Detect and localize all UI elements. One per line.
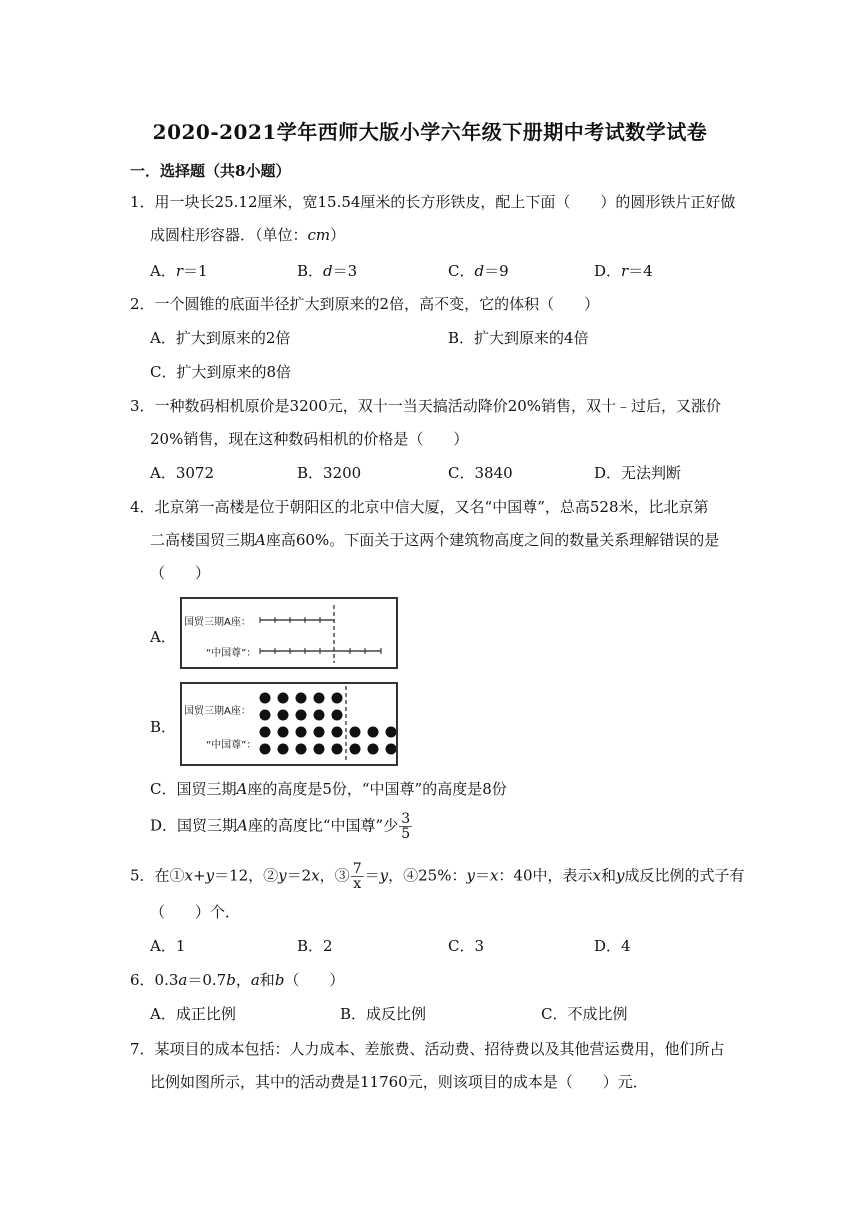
question-3-option-d: D．无法判断 — [594, 464, 682, 482]
question-3-option-b: B．3200 — [297, 464, 362, 482]
question-7-line-2: 比例如图所示，其中的活动费是11760元，则该项目的成本是（ ）元． — [150, 1073, 648, 1091]
question-4-option-d: D．国贸三期A座的高度比“中国尊”少 $\frac{3}{5}$ — [150, 811, 411, 842]
exam-title: 2020-2021学年西师大版小学六年级下册期中考试数学试卷 — [152, 120, 708, 144]
question-4-option-a-label: A． — [150, 628, 176, 646]
figure-a-label-guomao: 国贸三期A座： — [184, 617, 251, 628]
question-3-option-a: A．3072 — [150, 464, 215, 482]
figure-a-segments — [182, 599, 396, 667]
question-5-option-a: A．1 — [150, 937, 186, 955]
question-3-line-2: 20%销售，现在这种数码相机的价格是（ ） — [150, 430, 469, 448]
question-1-option-b: B．d＝3 — [297, 262, 358, 280]
question-5-option-c: C．3 — [448, 937, 485, 955]
question-1-option-a: A．r＝1 — [150, 262, 208, 280]
question-4-line-2: 二高楼国贸三期A座高60%。下面关于这两个建筑物高度之间的数量关系理解错误的是 — [150, 531, 720, 549]
question-5-option-d: D．4 — [594, 937, 631, 955]
section-heading: 一．选择题（共8小题） — [130, 162, 291, 180]
question-5-option-b: B．2 — [297, 937, 333, 955]
option-b-dot-figure — [180, 682, 398, 766]
question-1-line-1: 1．用一块长25.12厘米，宽15.54厘米的长方形铁皮，配上下面（ ）的圆形铁片正好做 — [130, 193, 736, 211]
fraction-seven-over-x: $\frac{7}{x}$ — [352, 861, 362, 892]
question-5-line-1: 5．在①x+y＝12，②y＝2x，③ $\frac{7}{x}$ ＝y，④25%：y＝x：40中，表示x和y成反比例的式子有 — [130, 861, 745, 892]
question-6-option-a: A．成正比例 — [150, 1005, 236, 1023]
fraction-three-fifths: $\frac{3}{5}$ — [401, 811, 411, 842]
question-2-option-c: C．扩大到原来的8倍 — [150, 363, 292, 381]
question-1-option-d: D．r＝4 — [594, 262, 653, 280]
question-7-line-1: 7．某项目的成本包括：人力成本、差旅费、活动费、招待费以及其他营运费用，他们所占 — [130, 1040, 725, 1058]
figure-b-dots — [182, 684, 396, 764]
question-3-line-1: 3．一种数码相机原价是3200元，双十一当天搞活动降价20%销售，双十﹣过后，又涨价 — [130, 397, 722, 415]
option-a-line-segment-figure — [180, 597, 398, 669]
question-4-option-b-label: B． — [150, 718, 177, 736]
figure-b-label-zhongguozun: “中国尊”： — [206, 740, 257, 751]
question-6-option-c: C．不成比例 — [541, 1005, 628, 1023]
question-3-option-c: C．3840 — [448, 464, 513, 482]
question-4-line-3: （ ） — [150, 564, 211, 582]
question-2-option-b: B．扩大到原来的4倍 — [448, 329, 589, 347]
question-1-option-c: C．d＝9 — [448, 262, 509, 280]
question-1-line-2: 成圆柱形容器．（单位：cm） — [150, 226, 346, 244]
figure-b-label-guomao: 国贸三期A座： — [184, 706, 251, 717]
question-2-option-a: A．扩大到原来的2倍 — [150, 329, 291, 347]
question-4-line-1: 4．北京第一高楼是位于朝阳区的北京中信大厦，又名“中国尊”，总高528米，比北京第 — [130, 498, 709, 516]
question-6-line-1: 6．0.3a＝0.7b，a和b（ ） — [130, 971, 345, 989]
question-4-option-c: C．国贸三期A座的高度是5份，“中国尊”的高度是8份 — [150, 780, 507, 798]
question-6-option-b: B．成反比例 — [340, 1005, 427, 1023]
figure-a-label-zhongguozun: “中国尊”： — [206, 648, 257, 659]
question-2-line-1: 2．一个圆锥的底面半径扩大到原来的2倍，高不变，它的体积（ ） — [130, 295, 600, 313]
question-5-line-2: （ ）个． — [150, 903, 241, 921]
